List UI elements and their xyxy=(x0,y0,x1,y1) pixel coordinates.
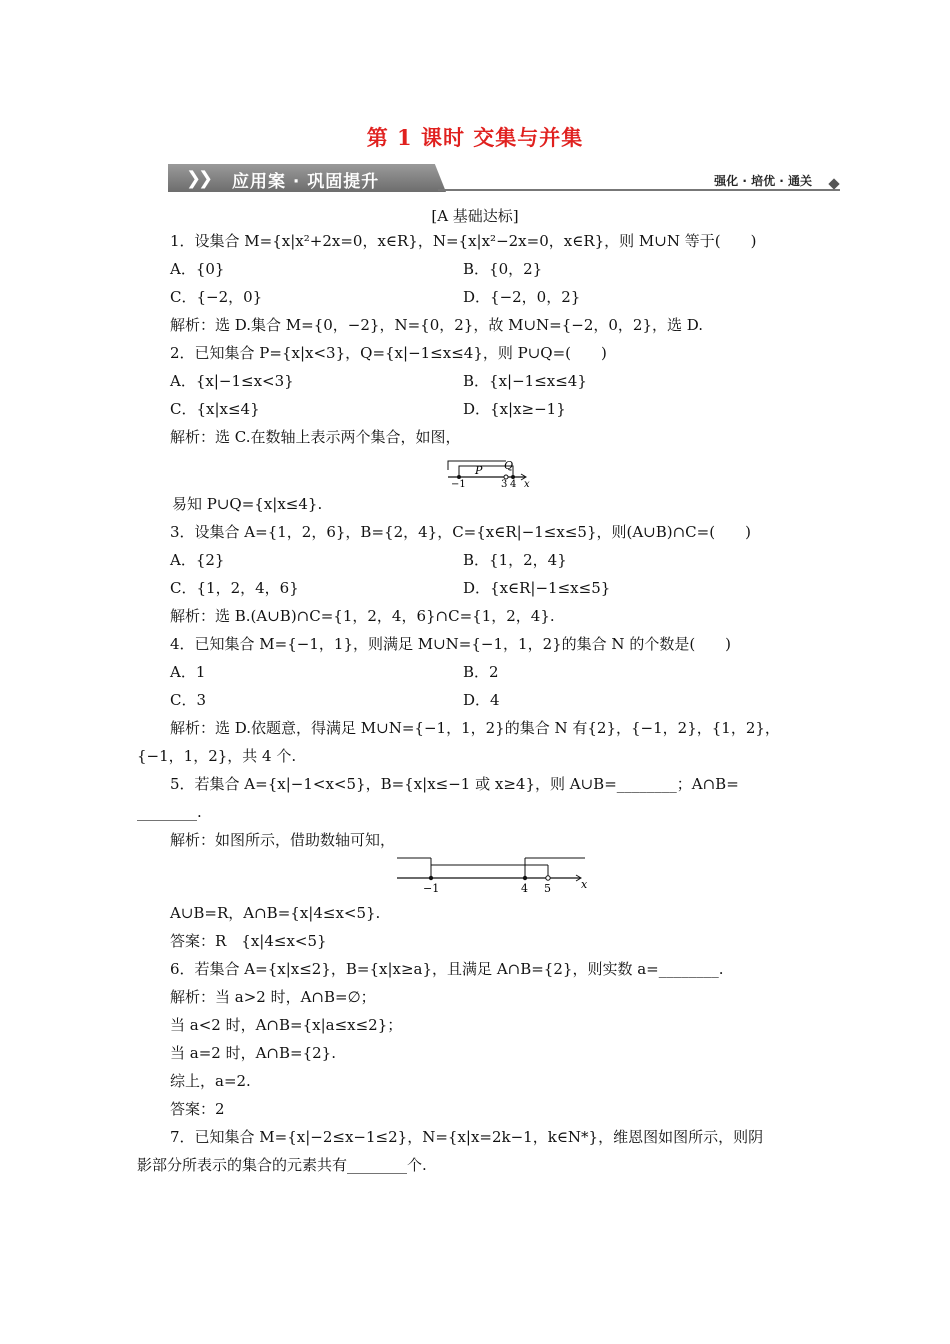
option-b: B．2 xyxy=(463,663,499,681)
answer-6: 答案：2 xyxy=(170,1100,225,1118)
question-5: 5．若集合 A={x|−1<x<5}，B={x|x≤−1 或 x≥4}，则 A∪B=________；A∩B= xyxy=(170,775,739,793)
option-a: A．{2} xyxy=(170,551,225,569)
question-4: 4．已知集合 M={−1，1}，则满足 M∪N={−1，1，2}的集合 N 的个数是( ) xyxy=(170,635,732,653)
chevron-right-icon: ❯ xyxy=(186,168,202,189)
option-d: D．{−2，0，2} xyxy=(463,288,581,306)
solution-6-summary: 综上，a=2. xyxy=(170,1072,251,1090)
option-c: C．{−2，0} xyxy=(170,288,263,306)
option-d: D．4 xyxy=(463,691,500,709)
question-7: 7．已知集合 M={x|−2≤x−1≤2}，N={x|x=2k−1，k∈N*}，维恩图如图所示，则阴 xyxy=(170,1128,764,1146)
option-d: D．{x|x≥−1} xyxy=(463,400,566,418)
solution-5-result: A∪B=R，A∩B={x|4≤x<5}. xyxy=(170,904,381,922)
question-6: 6．若集合 A={x|x≤2}，B={x|x≥a}，且满足 A∩B={2}，则实数 a=________. xyxy=(170,960,724,978)
point-minus-1 xyxy=(429,876,433,880)
diamond-icon xyxy=(828,178,839,189)
option-b: B．{0，2} xyxy=(463,260,543,278)
label-q: Q xyxy=(504,459,514,472)
option-a: A．1 xyxy=(170,663,206,681)
question-5-cont: ________. xyxy=(137,803,202,821)
tick-4: 4 xyxy=(521,882,528,895)
solution-5: 解析：如图所示，借助数轴可知， xyxy=(170,831,396,849)
option-c: C．{x|x≤4} xyxy=(170,400,260,418)
banner-rule xyxy=(438,189,840,191)
banner-left-label: 应用案 · 巩固提升 xyxy=(232,172,380,192)
section-banner xyxy=(168,164,840,194)
solution-3: 解析：选 B.(A∪B)∩C={1，2，4，6}∩C={1，2，4}. xyxy=(170,607,555,625)
option-b: B．{1，2，4} xyxy=(463,551,567,569)
axis-label: x xyxy=(581,878,588,891)
label-p: P xyxy=(475,464,483,477)
solution-2: 解析：选 C.在数轴上表示两个集合，如图， xyxy=(170,428,461,446)
option-c: C．{1，2，4，6} xyxy=(170,579,299,597)
question-7-cont: 影部分所表示的集合的元素共有________个. xyxy=(137,1156,427,1174)
question-3: 3．设集合 A={1，2，6}，B={2，4}，C={x∈R|−1≤x≤5}，则(A∪B)∩C=( ) xyxy=(170,523,751,541)
solution-6: 解析：当 a>2 时，A∩B=∅； xyxy=(170,988,376,1006)
solution-6-case-2: 当 a<2 时，A∩B={x|a≤x≤2}； xyxy=(170,1016,403,1034)
option-a: A．{0} xyxy=(170,260,225,278)
solution-4-cont: {−1，1，2}，共 4 个. xyxy=(137,747,297,765)
option-b: B．{x|−1≤x≤4} xyxy=(463,372,587,390)
number-line-figure-2 xyxy=(395,850,595,896)
solution-2-conclusion: 易知 P∪Q={x|x≤4}. xyxy=(172,495,323,513)
tick-minus-1: −1 xyxy=(423,882,440,895)
point-4 xyxy=(523,876,527,880)
answer-5: 答案：R {x|4≤x<5} xyxy=(170,932,327,950)
tick-4: 4 xyxy=(510,479,517,488)
solution-4: 解析：选 D.依题意，得满足 M∪N={−1，1，2}的集合 N 有{2}，{−1，2}，{1，2}， xyxy=(170,719,780,737)
question-1: 1．设集合 M={x|x²+2x=0，x∈R}，N={x|x²−2x=0，x∈R}，则 M∪N 等于( ) xyxy=(170,232,757,250)
option-a: A．{x|−1≤x<3} xyxy=(170,372,294,390)
solution-1: 解析：选 D.集合 M={0，−2}，N={0，2}，故 M∪N={−2，0，2}，选 D. xyxy=(170,316,704,334)
number-line-figure-1 xyxy=(445,452,535,488)
tick-3: 3 xyxy=(501,479,508,488)
tick-5: 5 xyxy=(544,882,551,895)
axis-label: x xyxy=(524,479,530,488)
section-heading: [A 基础达标] xyxy=(431,207,519,225)
option-d: D．{x∈R|−1≤x≤5} xyxy=(463,579,611,597)
tick-minus-1: −1 xyxy=(451,479,466,488)
page-title: 第 1 课时 交集与并集 xyxy=(366,125,584,150)
option-c: C．3 xyxy=(170,691,207,709)
banner-right-label: 强化 · 培优 · 通关 xyxy=(714,174,812,188)
point-5 xyxy=(546,876,550,880)
solution-6-case-3: 当 a=2 时，A∩B={2}. xyxy=(170,1044,336,1062)
chevron-right-icon: ❯ xyxy=(198,168,214,189)
question-2: 2．已知集合 P={x|x<3}，Q={x|−1≤x≤4}，则 P∪Q=( ) xyxy=(170,344,607,362)
